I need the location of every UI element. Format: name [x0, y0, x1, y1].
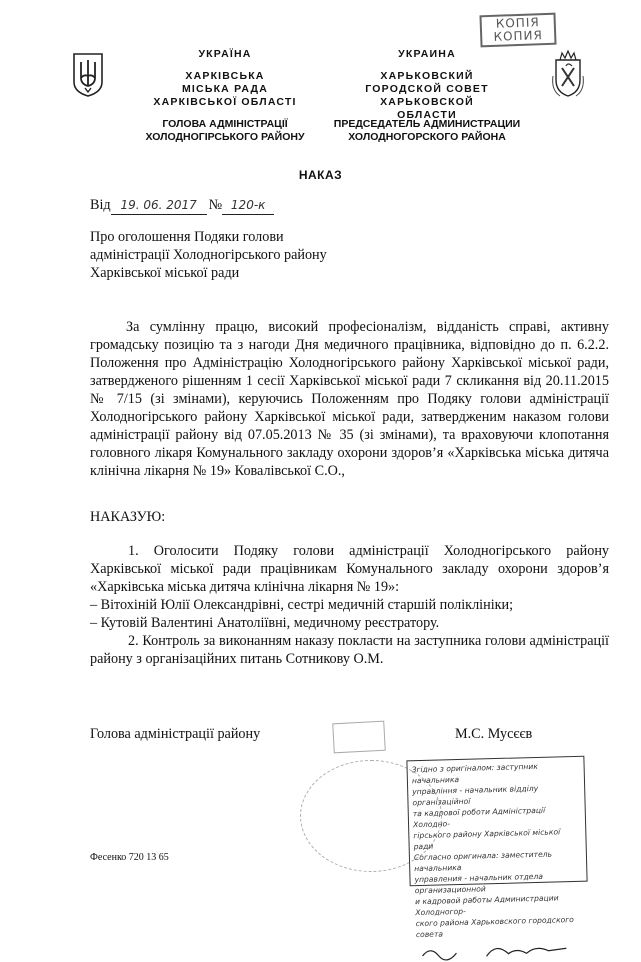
- certification-line: гірського району Харківської міської ради: [413, 827, 561, 852]
- header-ru-position-line: ПРЕДСЕДАТЕЛЬ АДМИНИСТРАЦИИ: [333, 118, 521, 130]
- certification-line: управління - начальник відділу організаційної: [412, 783, 539, 808]
- subject-line: Харківської міської ради: [90, 265, 240, 281]
- subject-line: адміністрації Холодногірського району: [90, 247, 327, 263]
- header-ua-council-line: ХАРКІВСЬКА: [185, 70, 265, 82]
- kharkiv-coat-of-arms-icon: [550, 46, 586, 100]
- item-1-text: Оголосити Подяку голови адміністрації Холодногірського району Харківської міської ради працівникам Комунального закладу охорони здоров’я «Харківська міська дитяча клінічна лікарня № 19»:: [90, 543, 610, 595]
- header-ru-country: УКРАИНА: [398, 48, 456, 60]
- certification-stamp: [406, 756, 587, 940]
- order-word: НАКАЗУЮ:: [90, 509, 166, 525]
- certification-line: управления - начальник отдела организационной: [414, 871, 544, 896]
- order-preamble: За сумлінну працю, високий професіоналізм, відданість справі, активну громадську позицію та з нагоди Дня медичного працівника, відповідно до п. 6.2.2. Положення про Адміністрацію Холодногірського району Харківської міської ради, затвердженого рішенням 1 сесії Харківської міської ради 7 скликання від 20.11.2015 № 7/15 (зі змінами), керуючись Положенням про Подяку голови адміністрації Холодногірського району Харківської міської ради, затвердженим наказом голови адміністрації району від 07.05.2013 № 35 (зі змінами), та враховуючи клопотання головного лікаря Комунального закладу охорони здоров’я «Харківська міська дитяча клінічна лікарня № 19» Ковалівської С.О.,: [90, 319, 609, 479]
- date-value: 19. 06. 2017: [111, 196, 207, 215]
- certification-line: и кадровой работы Администрации Холодногор-: [414, 893, 559, 918]
- number-value: 120-к: [222, 196, 274, 215]
- order-item-1-person: – Вітохіній Юлії Олександрівні, сестрі медичній старшій поліклініки;: [90, 597, 514, 613]
- item-2-number: 2.: [128, 633, 139, 649]
- copy-stamp-line-ua: КОПІЯ: [495, 15, 540, 31]
- faded-stamp: [332, 721, 385, 754]
- executor-info: Фесенко 720 13 65: [90, 852, 169, 863]
- order-subject: [90, 228, 390, 282]
- header-ru-position-line: ХОЛОДНОГОРСКОГО РАЙОНА: [348, 131, 506, 143]
- document-type-title: НАКАЗ: [298, 168, 343, 182]
- header-ua-country: УКРАЇНА: [198, 48, 252, 60]
- number-prefix: №: [208, 197, 223, 213]
- certification-line: та кадрової роботи Адміністрації Холодно-: [412, 805, 546, 830]
- signature-title: Голова адміністрації району: [90, 726, 261, 742]
- header-ru-council-line: ХАРЬКОВСКОЙ ОБЛАСТИ: [380, 96, 474, 121]
- header-ua-position: [140, 118, 310, 144]
- certification-line: Согласно оригинала: заместитель начальника: [413, 849, 553, 874]
- date-number-line: [90, 196, 390, 215]
- header-ua-position-line: ГОЛОВА АДМІНІСТРАЦІЇ: [162, 118, 288, 130]
- subject-line: Про оголошення Подяки голови: [90, 229, 284, 245]
- order-item-2: [90, 632, 609, 668]
- copy-stamp: [479, 13, 556, 48]
- header-ru-position: [332, 118, 522, 144]
- date-prefix: Від: [90, 197, 111, 213]
- item-1-number: 1.: [128, 543, 139, 559]
- header-ru-council-line: ГОРОДСКОЙ СОВЕТ: [365, 83, 489, 95]
- signature-name: М.С. Мусєєв: [455, 726, 533, 742]
- header-ru-council: [352, 70, 502, 122]
- trident-emblem-icon: [72, 52, 104, 98]
- item-2-text: Контроль за виконанням наказу покласти на заступника голови адміністрації району з організаційних питань Сотникову О.М.: [90, 633, 610, 667]
- copy-stamp-line-ru: КОПИЯ: [493, 28, 544, 44]
- header-ua-council-line: МІСЬКА РАДА: [181, 83, 269, 95]
- certification-line: Згідно з оригіналом: заступник начальника: [411, 761, 538, 786]
- header-ru-council-line: ХАРЬКОВСКИЙ: [380, 70, 474, 82]
- header-ua-position-line: ХОЛОДНОГІРСЬКОГО РАЙОНУ: [145, 131, 305, 143]
- certification-line: ского района Харьковского городского совета: [415, 915, 574, 940]
- handwritten-signature-icon: [416, 938, 576, 962]
- order-item-1-person: – Кутовій Валентині Анатоліївні, медичному реєстратору.: [90, 615, 440, 631]
- header-ua-council: [150, 70, 300, 109]
- header-ua-council-line: ХАРКІВСЬКОЇ ОБЛАСТІ: [153, 96, 297, 108]
- order-item-1: [90, 542, 609, 596]
